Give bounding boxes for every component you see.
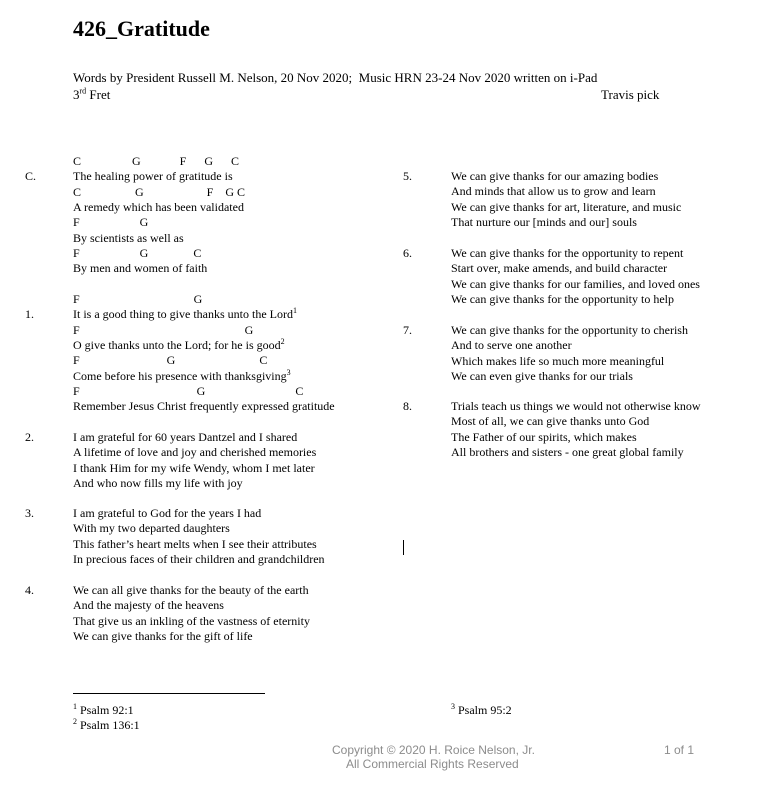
fret-label: 3rd Fret	[73, 86, 111, 102]
credits-line: Words by President Russell M. Nelson, 20 Nov 2020; Music HRN 23-24 Nov 2020 written on i-Pad	[73, 70, 598, 85]
lyric-line: And who now fills my life with joy	[73, 475, 243, 490]
lyric-line: Start over, make amends, and build character	[451, 261, 668, 276]
lyric-line: We can all give thanks for the beauty of the earth	[73, 583, 309, 597]
page-title: 426_Gratitude	[73, 16, 210, 41]
lyric-line: I am grateful to God for the years I had	[73, 506, 262, 520]
lyric-line: By scientists as well as	[73, 230, 184, 245]
lyric-line: And to serve one another	[451, 338, 572, 353]
lyric-line: And the majesty of the heavens	[73, 598, 224, 613]
chord-line: F G C	[73, 245, 202, 260]
lyric-line: Which makes life so much more meaningful	[451, 353, 665, 368]
lyric-line: With my two departed daughters	[73, 521, 230, 536]
lyric-line: The healing power of gratitude is	[73, 169, 233, 184]
lyric-line: We can give thanks for the opportunity to repent	[451, 246, 684, 260]
footnote-ref: 1	[292, 306, 297, 316]
verse-2-label: 2.	[25, 430, 34, 444]
lyric-line: We can even give thanks for our trials	[451, 368, 633, 383]
pick-style: Travis pick	[601, 87, 660, 102]
lyric-line: We can give thanks for our amazing bodies	[451, 169, 659, 183]
lyric-line: The Father of our spirits, which makes	[451, 429, 637, 444]
verse-4-label: 4.	[25, 583, 34, 597]
lyric-line: A lifetime of love and joy and cherished memories	[73, 445, 317, 460]
text-cursor	[403, 540, 404, 555]
chord-line: F G	[73, 292, 203, 306]
verse-7-label: 7.	[403, 323, 412, 337]
verse-5-label: 5.	[403, 169, 412, 183]
footnote-3: $^3$ Psalm 95:2	[451, 702, 512, 717]
lyric-line: I thank Him for my wife Wendy, whom I met later	[73, 460, 315, 475]
chord-line: F G	[73, 322, 254, 337]
lyric-line: We can give thanks for the gift of life	[73, 628, 253, 643]
lyric-line: We can give thanks for art, literature, and music	[451, 199, 682, 214]
lyric-line: It is a good thing to give thanks unto the Lord$^1$	[73, 306, 297, 322]
lyric-line: Remember Jesus Christ frequently expressed gratitude	[73, 399, 335, 414]
chord-line: C G F G C	[73, 154, 240, 168]
verse-1-label: 1.	[25, 307, 34, 321]
footnote-ref: 2	[280, 336, 285, 346]
rights-text: All Commercial Rights Reserved	[346, 757, 519, 771]
page-number: 1 of 1	[664, 743, 695, 757]
lyric-line: A remedy which has been validated	[73, 199, 244, 214]
footnote-divider	[73, 693, 265, 694]
lyric-line: By men and women of faith	[73, 261, 208, 276]
chorus-label: C.	[25, 169, 37, 183]
footnote-ref: 3	[286, 367, 291, 377]
lyric-line: Most of all, we can give thanks unto God	[451, 414, 650, 429]
lyric-line: And minds that allow us to grow and learn	[451, 184, 656, 199]
lyric-line: Trials teach us things we would not otherwise know	[451, 399, 701, 413]
lyric-line: O give thanks unto the Lord; for he is good$^2$	[73, 336, 285, 352]
lyric-line: We can give thanks for the opportunity to help	[451, 291, 674, 306]
chord-line: F G C	[73, 353, 268, 368]
copyright-text: Copyright © 2020 H. Roice Nelson, Jr.	[332, 743, 535, 757]
lyric-line: Come before his presence with thanksgiving$^3$	[73, 367, 291, 383]
lyric-line: That nurture our [minds and our] souls	[451, 214, 637, 229]
lyric-line: We can give thanks for our families, and loved ones	[451, 276, 700, 291]
lyric-line: In precious faces of their children and grandchildren	[73, 551, 325, 566]
lyric-line: We can give thanks for the opportunity to cherish	[451, 323, 688, 337]
chord-line: F G C	[73, 383, 304, 398]
footnote-1: $^1$ Psalm 92:1	[73, 702, 134, 717]
lyric-line: That give us an inkling of the vastness of eternity	[73, 613, 310, 628]
chord-line: C G F G C	[73, 184, 246, 199]
verse-6-label: 6.	[403, 246, 412, 260]
verse-3-label: 3.	[25, 506, 34, 520]
lyric-line: I am grateful for 60 years Dantzel and I shared	[73, 430, 298, 444]
lyric-line: All brothers and sisters - one great global family	[451, 444, 684, 459]
verse-8-label: 8.	[403, 399, 412, 413]
lyric-line: This father’s heart melts when I see their attributes	[73, 536, 317, 551]
footnote-2: $^2$ Psalm 136:1	[73, 717, 140, 732]
chord-line: F G	[73, 215, 149, 230]
